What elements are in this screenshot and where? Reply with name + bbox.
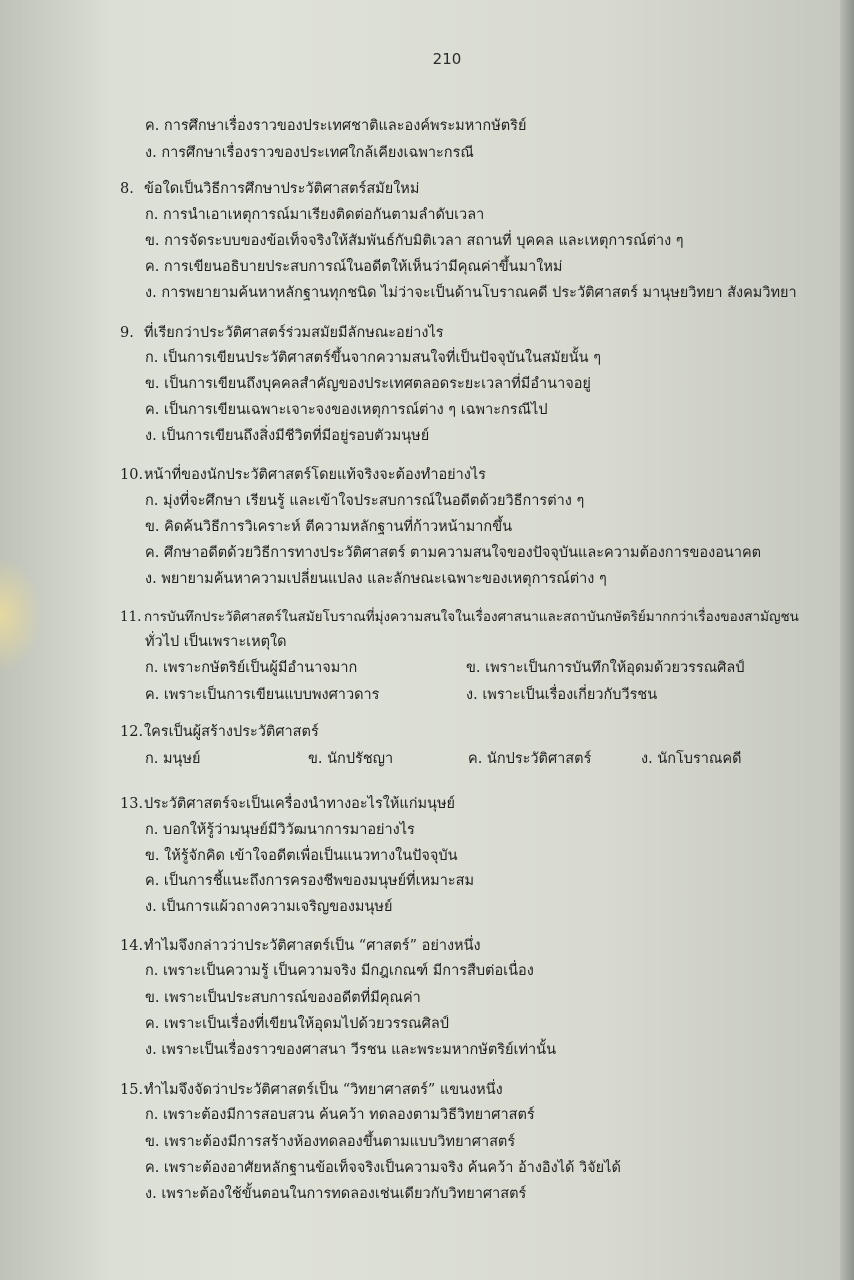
option-line: ก. เพราะต้องมีการสอบสวน ค้นคว้า ทดลองตามวิธีวิทยาศาสตร์ [145, 1107, 535, 1123]
option-line: ก. การนำเอาเหตุการณ์มาเรียงติดต่อกันตามลำดับเวลา [145, 207, 485, 223]
option-line: ค. เป็นการชี้แนะถึงการครองชีพของมนุษย์ที่เหมาะสม [145, 873, 475, 889]
option-line: ก. มนุษย์ [145, 751, 201, 767]
option-line: ค. เพราะเป็นเรื่องที่เขียนให้อุดมไปด้วยวรรณศิลป์ [145, 1016, 449, 1032]
option-line: ง. การพยายามค้นหาหลักฐานทุกชนิด ไม่ว่าจะเป็นด้านโบราณคดี ประวัติศาสตร์ มานุษยวิทยา สังคมวิทยา [145, 285, 797, 301]
question-11-continued: ทั่วไป เป็นเพราะเหตุใด [145, 634, 287, 650]
option-line: ค. เพราะต้องอาศัยหลักฐานข้อเท็จจริงเป็นความจริง ค้นคว้า อ้างอิงได้ วิจัยได้ [145, 1160, 621, 1176]
option-line: ง. เป็นการเขียนถึงสิ่งมีชีวิตที่มีอยู่รอบตัวมนุษย์ [145, 428, 430, 444]
option-line: ค. การเขียนอธิบายประสบการณ์ในอดีตให้เห็นว่ามีคุณค่าขึ้นมาใหม่ [145, 259, 563, 275]
question-15: 15.ทำไมจึงจัดว่าประวัติศาสตร์เป็น “วิทยาศาสตร์” แขนงหนึ่ง [120, 1082, 503, 1098]
option-line: ข. คิดค้นวิธีการวิเคราะห์ ตีความหลักฐานที่ก้าวหน้ามากขึ้น [145, 519, 513, 535]
question-13: 13.ประวัติศาสตร์จะเป็นเครื่องนำทางอะไรให้แก่มนุษย์ [120, 796, 456, 812]
page-edge [840, 0, 854, 1280]
option-line: ง. เป็นการแผ้วถางความเจริญของมนุษย์ [145, 899, 393, 915]
option-line: ค. ศึกษาอดีตด้วยวิธีการทางประวัติศาสตร์ ตามความสนใจของปัจจุบันและความต้องการของอนาคต [145, 545, 762, 561]
option-line: ก. บอกให้รู้ว่ามนุษย์มีวิวัฒนาการมาอย่างไร [145, 822, 415, 838]
option-line: ง. นักโบราณคดี [641, 751, 742, 767]
option-line: ข. เป็นการเขียนถึงบุคคลสำคัญของประเทศตลอดระยะเวลาที่มีอำนาจอยู่ [145, 376, 591, 392]
paper-stain [0, 560, 40, 670]
option-line: ข. นักปรัชญา [308, 751, 394, 767]
question-9: 9. ที่เรียกว่าประวัติศาสตร์ร่วมสมัยมีลักษณะอย่างไร [120, 325, 444, 341]
option-line: ข. เพราะเป็นการบันทึกให้อุดมด้วยวรรณศิลป์ [466, 660, 745, 676]
question-10: 10.หน้าที่ของนักประวัติศาสตร์โดยแท้จริงจะต้องทำอย่างไร [120, 467, 486, 483]
option-line: ง. พยายามค้นหาความเปลี่ยนแปลง และลักษณะเฉพาะของเหตุการณ์ต่าง ๆ [145, 571, 607, 587]
option-line: ง. เพราะต้องใช้ขั้นตอนในการทดลองเช่นเดียวกับวิทยาศาสตร์ [145, 1186, 527, 1202]
page-number: 210 [432, 50, 462, 68]
option-line: ง. การศึกษาเรื่องราวของประเทศใกล้เคียงเฉพาะกรณี [145, 145, 474, 161]
option-line: ข. เพราะต้องมีการสร้างห้องทดลองขึ้นตามแบบวิทยาศาสตร์ [145, 1134, 516, 1150]
option-line: ก. มุ่งที่จะศึกษา เรียนรู้ และเข้าใจประสบการณ์ในอดีตด้วยวิธีการต่าง ๆ [145, 493, 585, 509]
option-line: ค. เป็นการเขียนเฉพาะเจาะจงของเหตุการณ์ต่าง ๆ เฉพาะกรณีไป [145, 402, 548, 418]
option-line: ค. เพราะเป็นการเขียนแบบพงศาวดาร [145, 687, 380, 703]
option-line: ข. ให้รู้จักคิด เข้าใจอดีตเพื่อเป็นแนวทางในปัจจุบัน [145, 848, 458, 864]
option-line: ก. เพราะเป็นความรู้ เป็นความจริง มีกฎเกณฑ์ มีการสืบต่อเนื่อง [145, 963, 534, 979]
question-8: 8. ข้อใดเป็นวิธีการศึกษาประวัติศาสตร์สมัยใหม่ [120, 181, 420, 197]
option-line: ค. การศึกษาเรื่องราวของประเทศชาติและองค์พระมหากษัตริย์ [145, 118, 527, 134]
option-line: ง. เพราะเป็นเรื่องเกี่ยวกับวีรชน [466, 687, 658, 703]
question-14: 14.ทำไมจึงกล่าวว่าประวัติศาสตร์เป็น “ศาสตร์” อย่างหนึ่ง [120, 938, 481, 954]
option-line: ก. เป็นการเขียนประวัติศาสตร์ขึ้นจากความสนใจที่เป็นปัจจุบันในสมัยนั้น ๆ [145, 350, 601, 366]
option-line: ค. นักประวัติศาสตร์ [468, 751, 592, 767]
option-line: ก. เพราะกษัตริย์เป็นผู้มีอำนาจมาก [145, 660, 358, 676]
question-11: 11. การบันทึกประวัติศาสตร์ในสมัยโบราณที่มุ่งความสนใจในเรื่องศาสนาและสถาบันกษัตริย์มากกว่าเรื่องของสามัญชน [120, 609, 799, 625]
option-line: ง. เพราะเป็นเรื่องราวของศาสนา วีรชน และพระมหากษัตริย์เท่านั้น [145, 1042, 557, 1058]
option-line: ข. การจัดระบบของข้อเท็จจริงให้สัมพันธ์กับมิติเวลา สถานที่ บุคคล และเหตุการณ์ต่าง ๆ [145, 233, 684, 249]
question-12: 12.ใครเป็นผู้สร้างประวัติศาสตร์ [120, 724, 319, 740]
option-line: ข. เพราะเป็นประสบการณ์ของอดีตที่มีคุณค่า [145, 990, 421, 1006]
